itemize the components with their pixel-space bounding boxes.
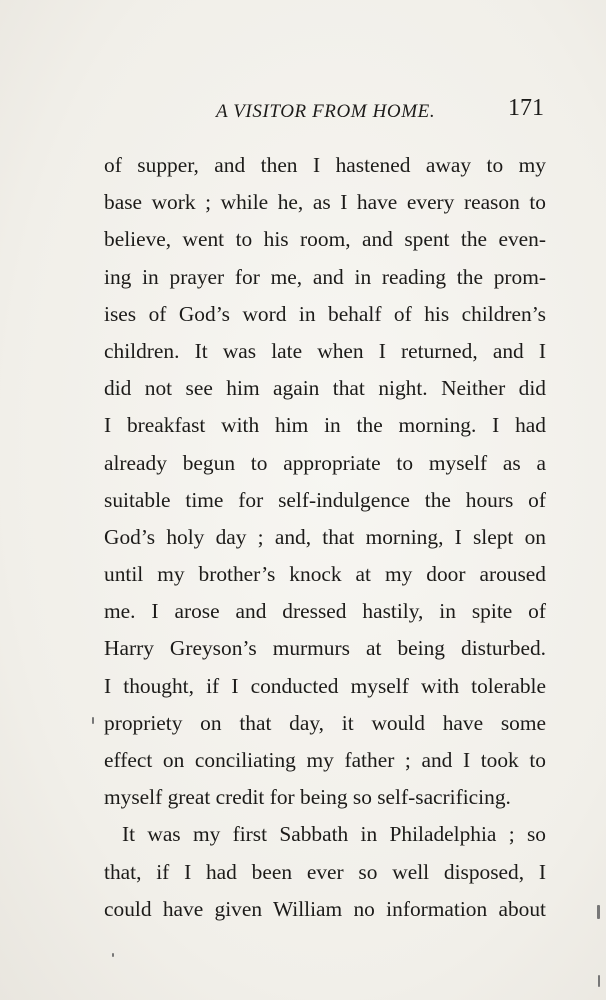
text-line: ing in prayer for me, and in reading the prom- <box>104 264 546 289</box>
text-line: effect on conciliating my father ; and I took to <box>104 748 546 772</box>
margin-speck <box>92 717 94 724</box>
text-line: did not see him again that night. Neither did <box>104 376 546 401</box>
margin-speck <box>112 953 114 957</box>
text-line: God’s holy day ; and, that morning, I slept on <box>104 524 546 549</box>
margin-speck <box>597 905 600 919</box>
text-line: suitable time for self-indulgence the hours of <box>104 487 546 512</box>
running-head <box>104 93 544 129</box>
text-line: already begun to appropriate to myself as a <box>104 450 546 475</box>
running-title: A VISITOR FROM HOME. <box>216 101 436 122</box>
margin-speck <box>598 975 600 987</box>
text-line: until my brother’s knock at my door aroused <box>104 562 546 587</box>
body-text <box>104 147 546 928</box>
text-line: believe, went to his room, and spent the even- <box>104 227 546 252</box>
text-line: propriety on that day, it would have some <box>104 710 546 735</box>
text-line: children. It was late when I returned, and I <box>104 338 546 363</box>
text-line: could have given William no information about <box>104 896 546 921</box>
text-line: of supper, and then I hastened away to my <box>104 153 546 177</box>
text-line: I thought, if I conducted myself with tolerable <box>104 673 546 698</box>
page-number: 171 <box>508 95 544 121</box>
text-line: Harry Greyson’s murmurs at being disturbed. <box>104 636 546 661</box>
text-line: base work ; while he, as I have every reason to <box>104 190 546 215</box>
paragraph-last-line: myself great credit for being so self-sacrificing. <box>104 785 511 810</box>
text-line: me. I arose and dressed hastily, in spite of <box>104 599 546 624</box>
text-line: I breakfast with him in the morning. I had <box>104 413 546 438</box>
paragraph-first-line: It was my first Sabbath in Philadelphia ; so <box>122 822 546 847</box>
text-line: ises of God’s word in behalf of his children’s <box>104 301 546 326</box>
text-line: that, if I had been ever so well disposed, I <box>104 859 546 884</box>
